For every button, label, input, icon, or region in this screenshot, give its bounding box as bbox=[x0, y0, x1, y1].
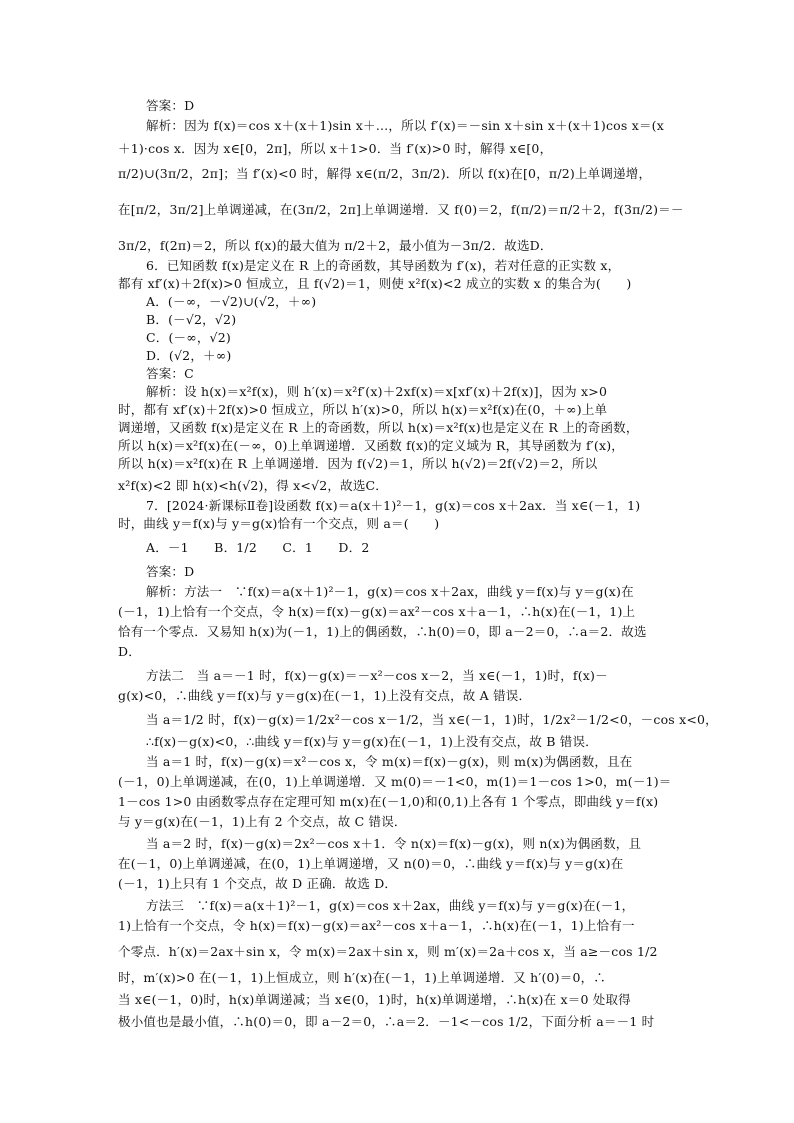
question-7-options: A．－1 B．1/2 C．1 D．2 bbox=[146, 540, 370, 555]
solution-text: 与 y＝g(x)在(－1，1)上有 2 个交点，故 C 错误． bbox=[118, 814, 407, 829]
solution-text: 在(－1，0)上单调递减，在(0，1)上单调递增，又 n(0)＝0，∴曲线 y＝f(x)与 y＝g(x)在 bbox=[118, 856, 624, 871]
solution-text: x²f(x)<2 即 h(x)<h(√2)，得 x<√2，故选C． bbox=[118, 478, 388, 493]
solution-text: 时，m′(x)>0 在(－1，1)上恒成立，则 h′(x)在(－1，1)上单调递增．又 h′(0)＝0，∴ bbox=[118, 970, 606, 985]
solution-text: (－1，1)上恰有一个交点，令 h(x)＝f(x)－g(x)＝ax²－cos x＋a－1，∴h(x)在(－1，1)上 bbox=[118, 604, 636, 619]
solution-text: 所以 h(x)＝x²f(x)在 R 上单调递增．因为 f(√2)＝1，所以 h(√2)＝2f(√2)＝2，所以 bbox=[118, 456, 598, 471]
solution-text: 极小值也是最小值，∴h(0)＝0，即 a－2＝0，∴a＝2．－1<－cos 1/2，下面分析 a＝－1 时 bbox=[118, 1014, 655, 1029]
answer-label: 答案：D bbox=[146, 98, 195, 113]
solution-text: 解析：因为 f(x)＝cos x＋(x＋1)sin x＋…，所以 f′(x)＝－sin x＋sin x＋(x＋1)cos x＝(x bbox=[146, 118, 664, 133]
solution-text: 3π/2，f(2π)＝2，所以 f(x)的最大值为 π/2＋2，最小值为－3π/2．故选D． bbox=[118, 238, 553, 253]
option-d: D．(√2，＋∞) bbox=[146, 348, 232, 363]
question-6-stem: 都有 xf′(x)＋2f(x)>0 恒成立，且 f(√2)＝1，则使 x²f(x)<2 成立的实数 x 的集合为( ) bbox=[118, 276, 632, 291]
option-a: A．(－∞，－√2)∪(√2，＋∞) bbox=[146, 294, 317, 309]
solution-text: 在[π/2，3π/2]上单调递减，在(3π/2，2π]上单调递增．又 f(0)＝2，f(π/2)＝π/2＋2，f(3π/2)＝－ bbox=[118, 202, 684, 217]
solution-text: π/2)∪(3π/2，2π]；当 f′(x)<0 时，解得 x∈(π/2，3π/2)．所以 f(x)在[0，π/2)上单调递增， bbox=[118, 166, 652, 181]
solution-text: ＋1)·cos x．因为 x∈[0，2π]，所以 x＋1>0．当 f′(x)>0 时，解得 x∈[0， bbox=[118, 141, 553, 156]
solution-text: 1－cos 1>0 由函数零点存在定理可知 m(x)在(－1,0)和(0,1)上各有 1 个零点，即曲线 y＝f(x) bbox=[118, 794, 659, 809]
solution-text: 当 a＝1/2 时，f(x)－g(x)＝1/2x²－cos x－1/2，当 x∈(－1，1)时，1/2x²－1/2<0，－cos x<0， bbox=[146, 712, 718, 727]
option-c: C．(－∞，√2) bbox=[146, 330, 231, 345]
solution-text: 恰有一个零点．又易知 h(x)为(－1，1)上的偶函数，∴h(0)＝0，即 a－2＝0，∴a＝2．故选 bbox=[118, 624, 647, 639]
option-b: B．(－√2，√2) bbox=[146, 312, 237, 327]
answer-label: 答案：C bbox=[146, 366, 194, 381]
solution-text: 方法二 当 a＝－1 时，f(x)－g(x)＝－x²－cos x－2，当 x∈(－1，1)时，f(x)－ bbox=[146, 668, 608, 683]
solution-text: D． bbox=[118, 644, 141, 659]
solution-text: 解析：设 h(x)＝x²f(x)，则 h′(x)＝x²f′(x)＋2xf(x)＝x[xf′(x)＋2f(x)]，因为 x>0 bbox=[146, 384, 608, 399]
solution-text: ∴f(x)－g(x)<0，∴曲线 y＝f(x)与 y＝g(x)在(－1，1)上没有交点，故 B 错误． bbox=[146, 734, 598, 749]
solution-text: (－1，1)上只有 1 个交点，故 D 正确．故选 D． bbox=[118, 876, 398, 891]
solution-text: 当 a＝2 时，f(x)－g(x)＝2x²－cos x＋1．令 n(x)＝f(x)－g(x)，则 n(x)为偶函数，且 bbox=[146, 836, 642, 851]
solution-text: 个零点．h′(x)＝2ax＋sin x，令 m(x)＝2ax＋sin x，则 m′(x)＝2a＋cos x，当 a≥－cos 1/2 bbox=[118, 944, 658, 959]
question-7-stem: 时，曲线 y＝f(x)与 y＝g(x)恰有一个交点，则 a＝( ) bbox=[118, 516, 440, 531]
solution-text: 时，都有 xf′(x)＋2f(x)>0 恒成立，所以 h′(x)>0，所以 h(x)＝x²f(x)在(0，＋∞)上单 bbox=[118, 402, 608, 417]
question-7-stem: 7．[2024·新课标Ⅱ卷]设函数 f(x)＝a(x＋1)²－1，g(x)＝cos x＋2ax．当 x∈(－1，1) bbox=[146, 498, 641, 513]
solution-text: 当 a＝1 时，f(x)－g(x)＝x²－cos x，令 m(x)＝f(x)－g(x)，则 m(x)为偶函数，且在 bbox=[146, 754, 633, 769]
solution-text: 方法三 ∵f(x)＝a(x＋1)²－1，g(x)＝cos x＋2ax，曲线 y＝f(x)与 y＝g(x)在(－1， bbox=[146, 898, 635, 913]
answer-label: 答案：D bbox=[146, 564, 195, 579]
solution-text: 解析：方法一 ∵f(x)＝a(x＋1)²－1，g(x)＝cos x＋2ax，曲线 y＝f(x)与 y＝g(x)在 bbox=[146, 584, 634, 599]
solution-text: g(x)<0，∴曲线 y＝f(x)与 y＝g(x)在(－1，1)上没有交点，故 A 错误． bbox=[118, 688, 532, 703]
solution-text: 调递增，又函数 f(x)是定义在 R 上的奇函数，所以 h(x)＝x²f(x)也是定义在 R 上的奇函数， bbox=[118, 420, 639, 435]
solution-text: 1)上恰有一个交点，令 h(x)＝f(x)－g(x)＝ax²－cos x＋a－1，∴h(x)在(－1，1)上恰有一 bbox=[118, 918, 635, 933]
solution-text: (－1，0)上单调递减，在(0，1)上单调递增．又 m(0)＝－1<0，m(1)＝1－cos 1>0，m(－1)＝ bbox=[118, 774, 672, 789]
solution-text: 所以 h(x)＝x²f(x)在(－∞，0)上单调递增．又函数 f(x)的定义域为 R，其导函数为 f′(x)， bbox=[118, 438, 624, 453]
solution-text: 当 x∈(－1，0)时，h(x)单调递减；当 x∈(0，1)时，h(x)单调递增，∴h(x)在 x＝0 处取得 bbox=[118, 992, 631, 1007]
question-6-stem: 6．已知函数 f(x)是定义在 R 上的奇函数，其导函数为 f′(x)，若对任意的正实数 x， bbox=[146, 258, 621, 273]
